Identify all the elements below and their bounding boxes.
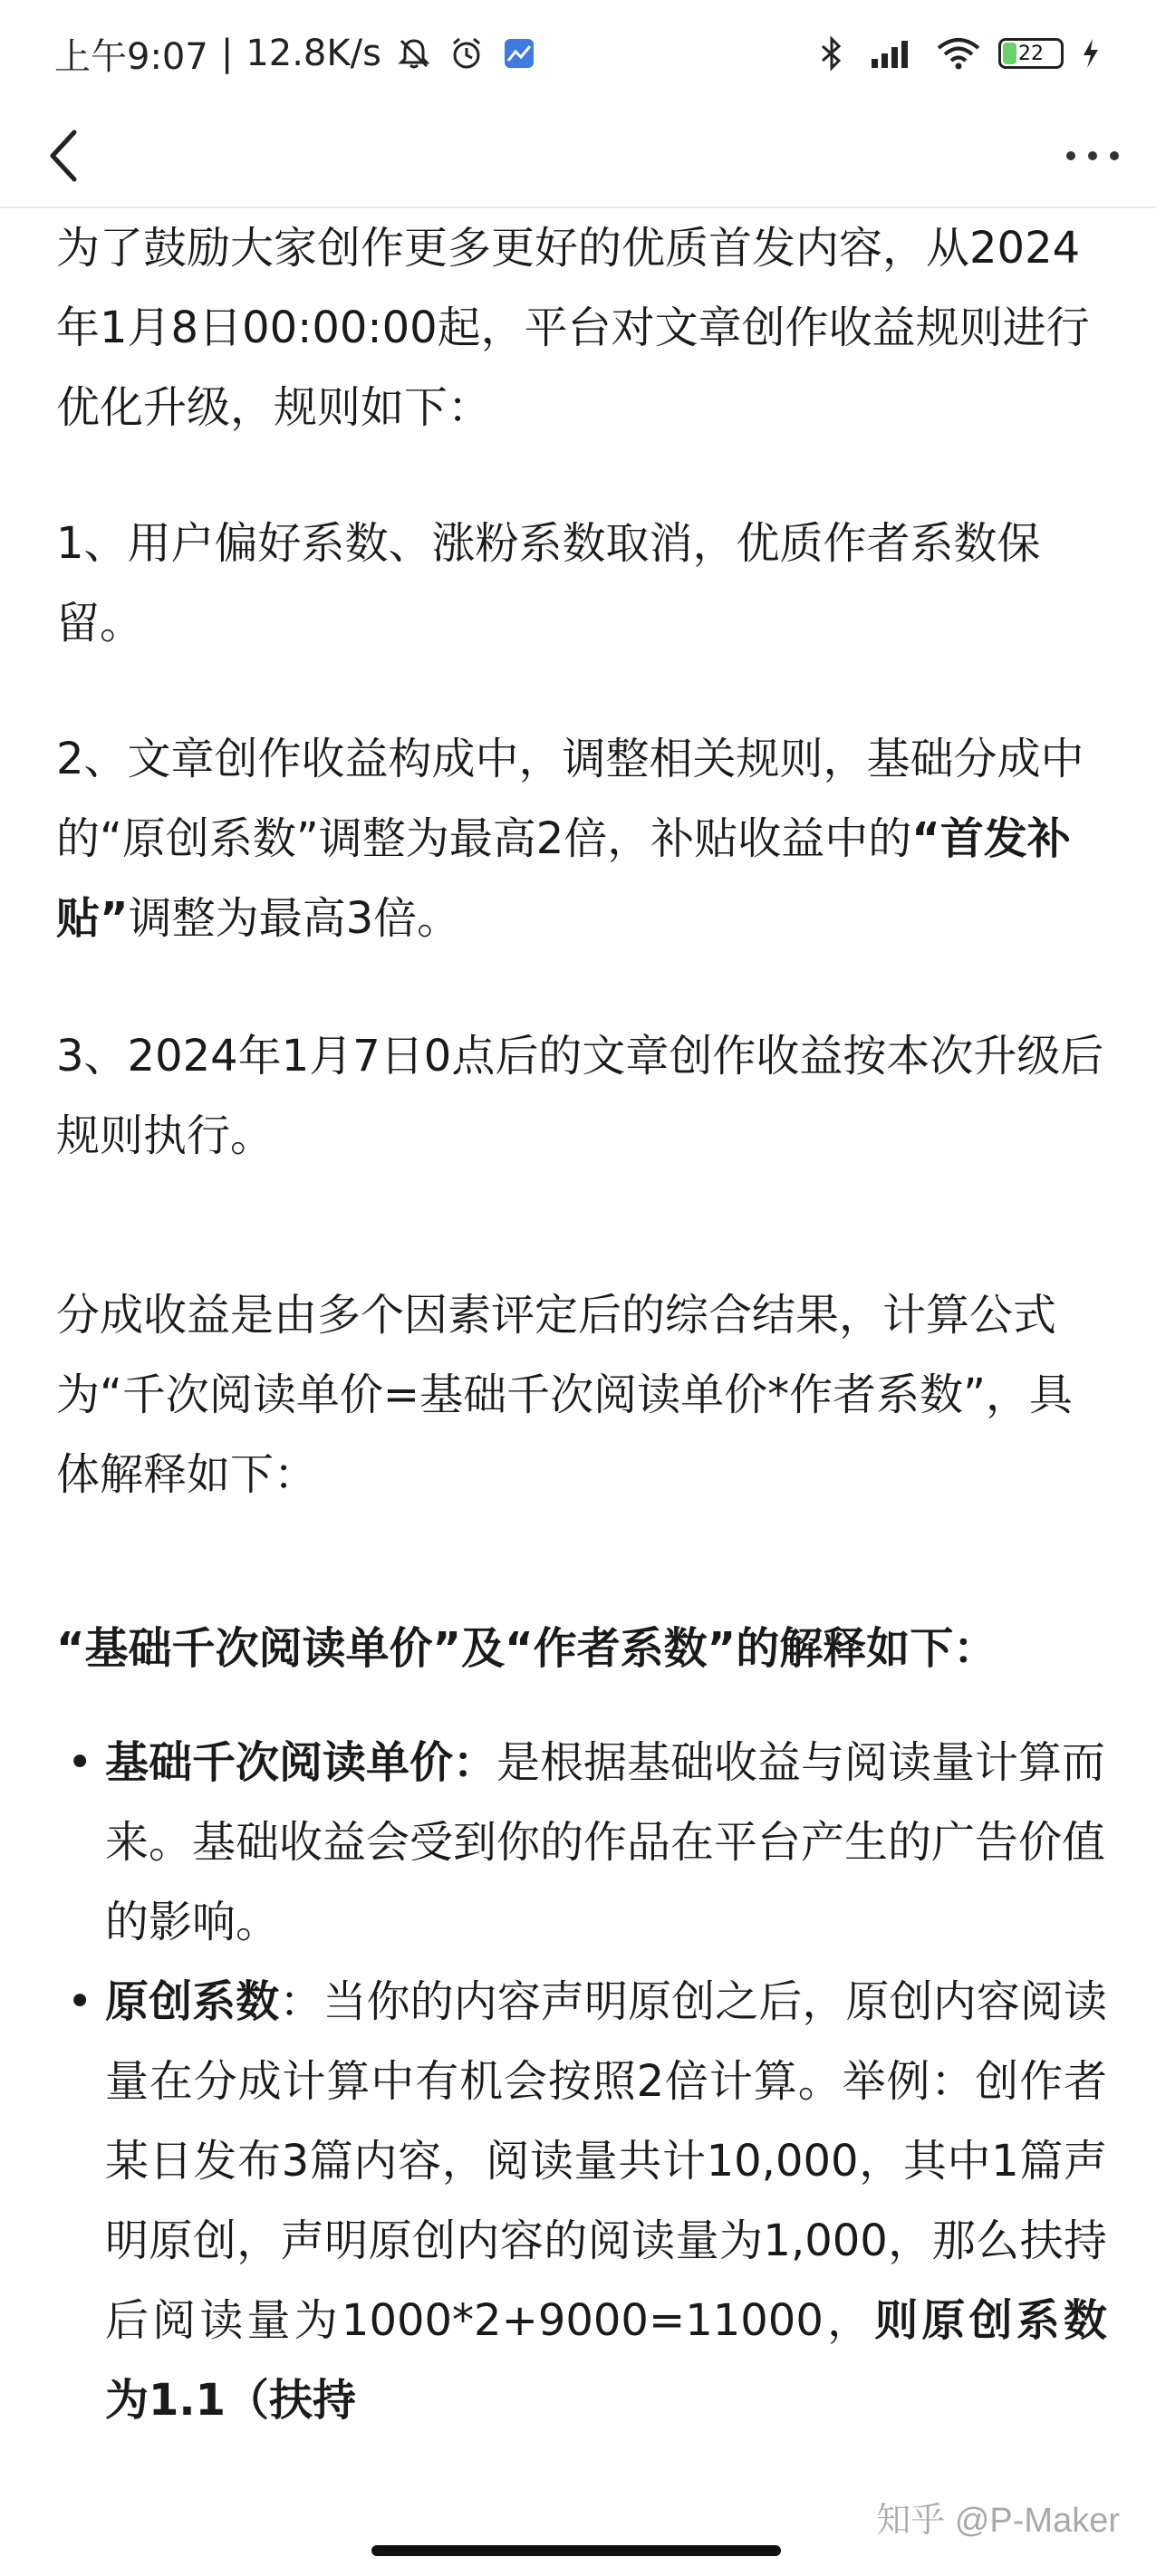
bullet-2-title: 原创系数: [105, 1976, 280, 2027]
battery-fill: [1003, 43, 1016, 64]
battery-icon: [998, 38, 1064, 69]
cellular-signal-icon: [868, 34, 919, 73]
battery-level: 22: [1018, 42, 1044, 65]
home-indicator[interactable]: [371, 2545, 781, 2556]
status-separator: |: [220, 33, 234, 74]
section-heading: “基础千次阅读单价”及“作者系数”的解释如下：: [56, 1623, 997, 1674]
more-horizontal-icon: [1064, 149, 1122, 167]
watermark: 知乎 @P-Maker: [876, 2502, 1120, 2540]
nav-bar: [0, 107, 1156, 208]
status-right: [812, 34, 1102, 73]
bullet-2-tail: 则原创系数为1.1（扶持: [105, 2295, 1107, 2426]
bell-mute-icon: [394, 34, 434, 73]
list-item: [56, 1723, 1107, 1962]
status-time: 上午9:07: [54, 35, 208, 78]
bullet-1-text: 是根据基础收益与阅读量计算而来。基础收益会受到你的作品在平台产生的广告价值的影响。: [105, 1737, 1106, 1947]
formula-paragraph: 分成收益是由多个因素评定后的综合结果，计算公式为“千次阅读单价=基础千次阅读单价*作者系数”，具体解释如下：: [56, 1290, 1073, 1500]
more-button[interactable]: [1060, 125, 1125, 190]
status-bar: [0, 0, 1156, 107]
charging-bolt-icon: [1080, 34, 1102, 73]
status-left: [54, 28, 539, 80]
rule-2-bold: “首发补贴”: [56, 813, 1071, 944]
wifi-icon: [935, 34, 982, 73]
list-item: [56, 1962, 1107, 2440]
explanation-list: [56, 1723, 1107, 2440]
rule-1-paragraph: 1、用户偏好系数、涨粉系数取消，优质作者系数保留。: [56, 518, 1041, 649]
bluetooth-icon: [812, 34, 852, 73]
bullet-2-text: ：当你的内容声明原创之后，原创内容阅读量在分成计算中有机会按照2倍计算。举例：创作者某日发布3篇内容，阅读量共计10,000，其中1篇声明原创，声明原创内容的阅读量为1,000，那么扶持后阅读量为1000*2+9000=11000，: [105, 1976, 1107, 2346]
rule-2-text-b: 调整为最高3倍。: [128, 893, 461, 944]
rule-3-paragraph: 3、2024年1月7日0点后的文章创作收益按本次升级后规则执行。: [56, 1031, 1104, 1161]
intro-paragraph: 为了鼓励大家创作更多更好的优质首发内容，从2024年1月8日00:00:00起，平台对文章创作收益规则进行优化升级，规则如下：: [56, 223, 1090, 433]
rule-2-paragraph: [56, 719, 1107, 958]
alarm-clock-icon: [447, 34, 486, 73]
chevron-left-icon: [43, 127, 83, 188]
rule-2-text-a: 2、文章创作收益构成中，调整相关规则，基础分成中的“原创系数”调整为最高2倍，补贴收益中的: [56, 734, 1084, 864]
app-notification-icon: [499, 34, 539, 73]
bullet-1-title: 基础千次阅读单价：: [105, 1737, 497, 1788]
back-button[interactable]: [31, 125, 96, 190]
article-content: [56, 208, 1107, 2440]
network-speed: 12.8K/s: [246, 33, 381, 74]
